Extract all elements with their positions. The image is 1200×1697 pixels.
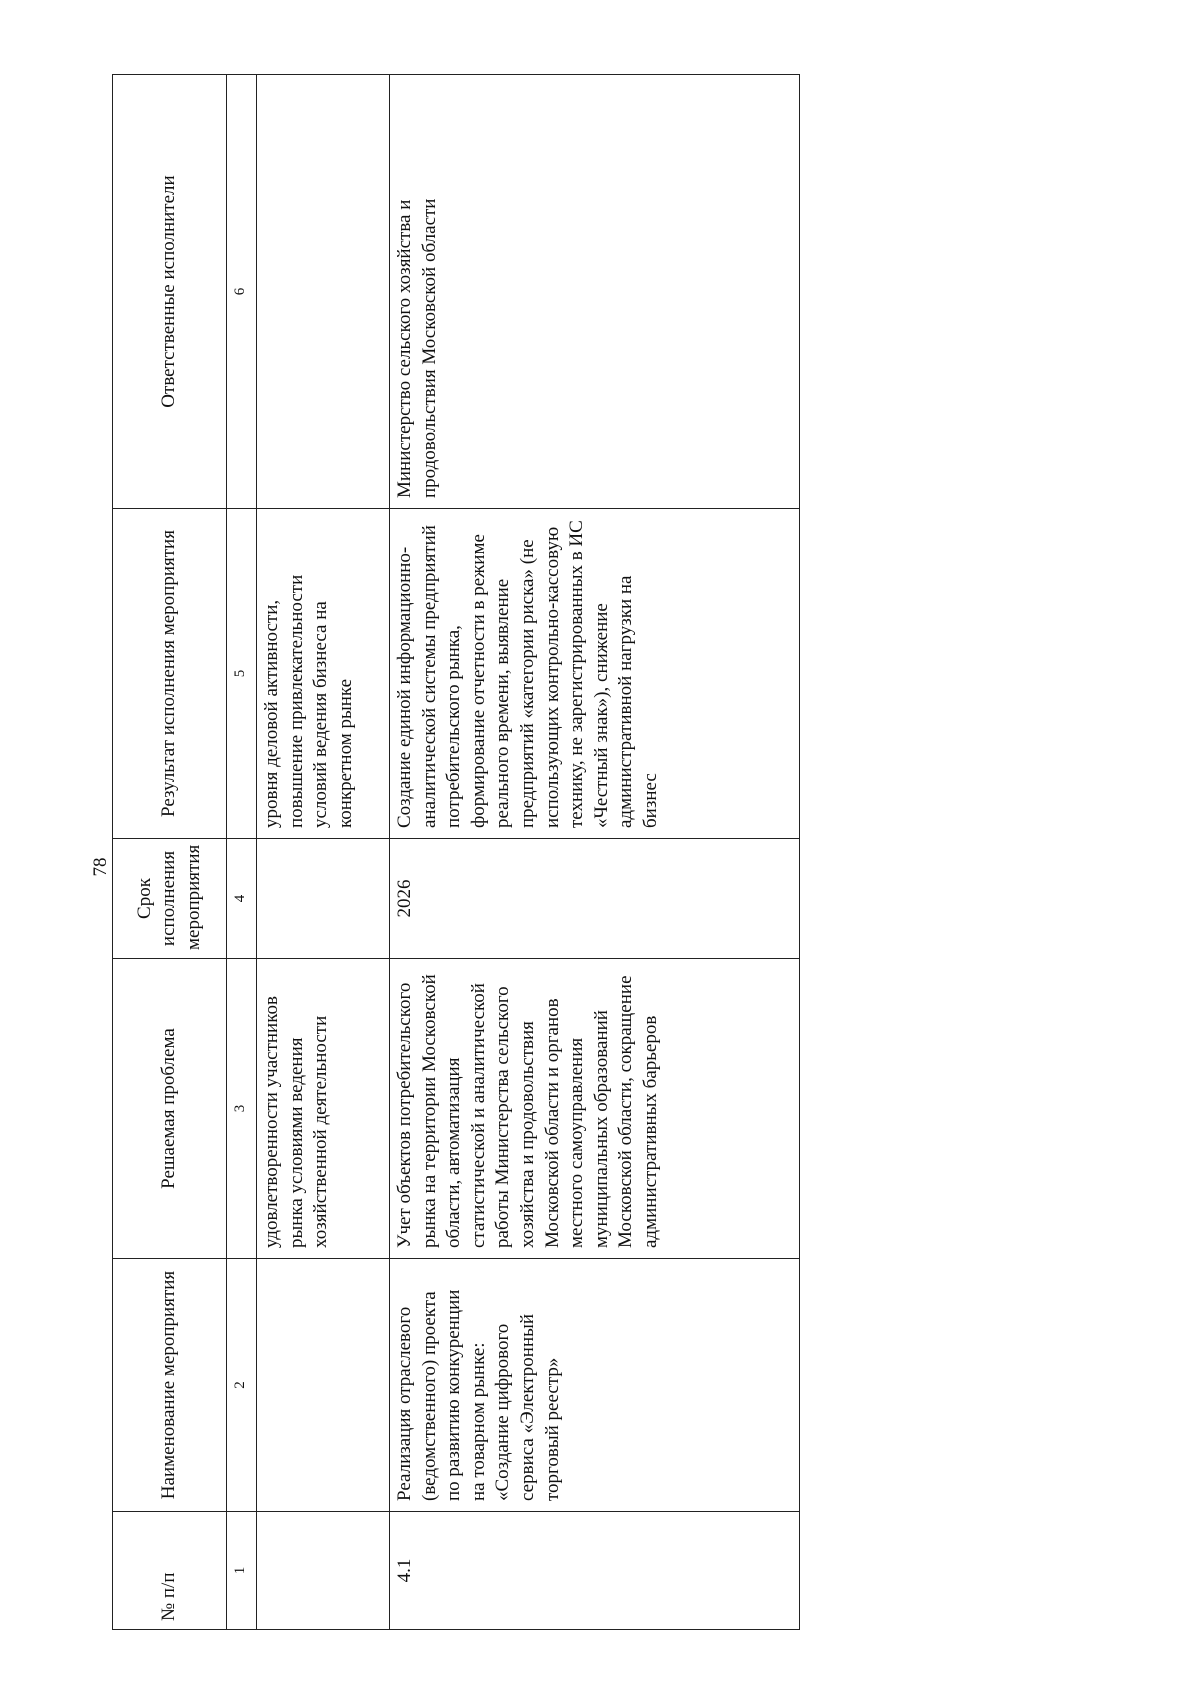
row-result: уровня деловой активности, повышение привлекательности условий ведения бизнеса на конкретном рынке: [257, 509, 390, 839]
column-number: 6: [227, 75, 257, 509]
header-name: Наименование мероприятия: [113, 1259, 227, 1512]
column-number: 2: [227, 1259, 257, 1512]
header-responsible: Ответственные исполнители: [113, 75, 227, 509]
header-num: № п/п: [113, 1512, 227, 1630]
row-name: [257, 1259, 390, 1512]
page-number: 78: [90, 857, 111, 877]
column-number-row: [227, 75, 257, 1630]
header-result: Результат исполнения мероприятия: [113, 509, 227, 839]
row-problem: Учет объектов потребительского рынка на территории Московской области, автоматизация статистической и аналитической работы Министерства сельского хозяйства и продовольствия Московской области и органов местного самоуправления муниципальных образований Московской области, сокращение административных барьеров: [390, 959, 800, 1259]
row-result: Создание единой информационно-аналитической системы предприятий потребительского рынка, формирование отчетности в режиме реального времени, выявление предприятий «категории риска» (не использующих контрольно-кассовую технику, не зарегистрированных в ИС «Честный знак»), снижение административной нагрузки на бизнес: [390, 509, 800, 839]
row-num: 4.1: [390, 1512, 800, 1630]
column-number: 5: [227, 509, 257, 839]
table-row: [257, 75, 390, 1630]
column-number: 1: [227, 1512, 257, 1630]
row-name: Реализация отраслевого (ведомственного) проекта по развитию конкуренции на товарном рынке: «Создание цифрового сервиса «Электронный торговый реестр»: [390, 1259, 800, 1512]
row-deadline: [257, 839, 390, 959]
row-problem: удовлетворенности участников рынка условиями ведения хозяйственной деятельности: [257, 959, 390, 1259]
column-number: 4: [227, 839, 257, 959]
measures-table: [112, 74, 800, 1630]
row-num: [257, 1512, 390, 1630]
rotated-table-container: [112, 75, 812, 1630]
table-row: [390, 75, 800, 1630]
row-deadline: 2026: [390, 839, 800, 959]
header-deadline: Срок исполнения мероприятия: [113, 839, 227, 959]
row-responsible: Министерство сельского хозяйства и продовольствия Московской области: [390, 75, 800, 509]
header-problem: Решаемая проблема: [113, 959, 227, 1259]
row-responsible: [257, 75, 390, 509]
column-number: 3: [227, 959, 257, 1259]
header-row: [113, 75, 227, 1630]
